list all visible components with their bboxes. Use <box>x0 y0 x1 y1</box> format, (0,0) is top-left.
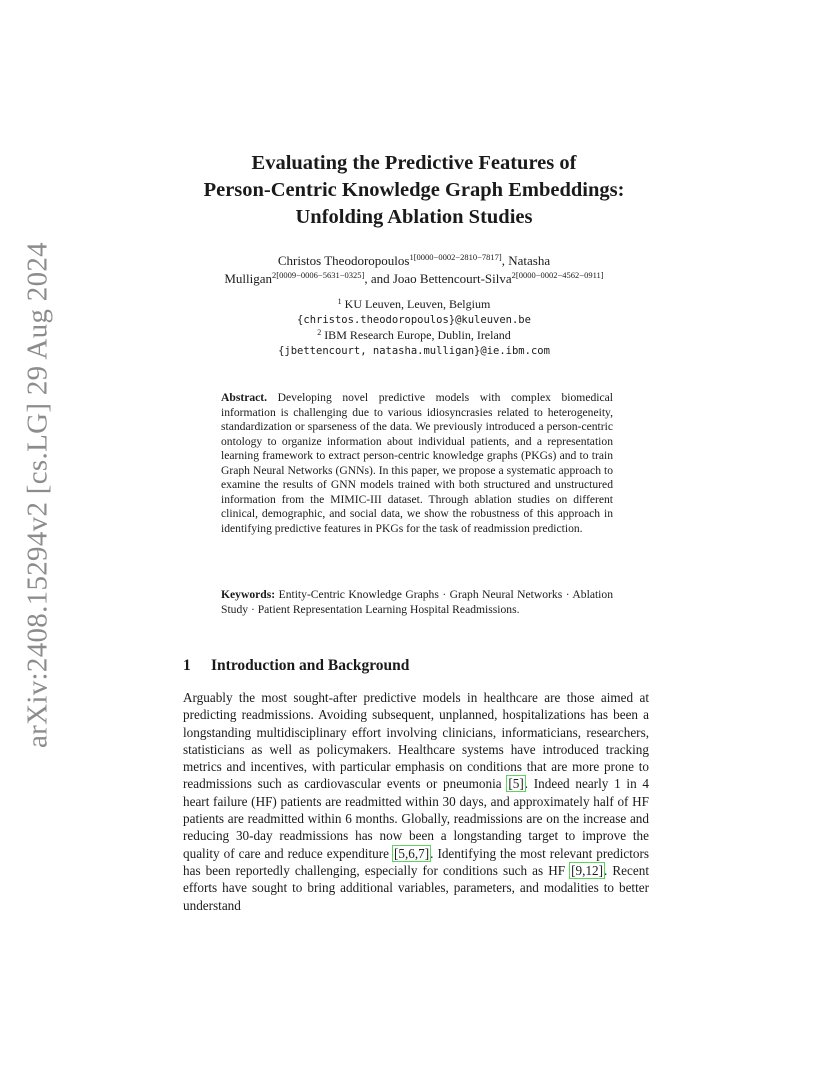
keywords <box>221 587 613 617</box>
author-2-name-part2: Mulligan <box>224 271 273 286</box>
section-number: 1 <box>183 657 191 674</box>
author-2-name-part1: , Natasha <box>501 253 551 268</box>
affiliation-2-text: IBM Research Europe, Dublin, Ireland <box>324 328 511 342</box>
affiliation-1-email: {christos.theodoropoulos}@kuleuven.be <box>297 313 531 326</box>
section-heading <box>183 657 409 675</box>
keywords-text: Entity-Centric Knowledge Graphs · Graph Neural Networks · Ablation Study · Patient Representation Learning Hospital Readmissions. <box>221 588 613 616</box>
title-line-3: Unfolding Ablation Studies <box>295 206 533 228</box>
citation-link[interactable]: [5,6,7] <box>393 845 430 861</box>
affiliation-2-email: {jbettencourt, natasha.mulligan}@ie.ibm.com <box>278 344 550 357</box>
author-2-orcid: 2[0009−0006−5631−0325] <box>272 270 365 280</box>
section-title: Introduction and Background <box>211 657 410 674</box>
arxiv-identifier-stamp: arXiv:2408.15294v2 [cs.LG] 29 Aug 2024 <box>21 242 54 748</box>
affiliations <box>150 297 678 359</box>
body-text-3: . Identifying the most relevant predictors has been reportedly challenging, especially for conditions such as HF <box>183 845 649 878</box>
body-text-4: . Recent efforts have sought to bring additional variables, parameters, and modalities to better understand <box>183 862 650 913</box>
abstract <box>221 391 613 536</box>
body-text-1: Arguably the most sought-after predictive models in healthcare are those aimed at predicting readmissions. Avoiding subsequent, unplanned, hospitalizations has been a longstanding multidisciplinary effort involving clinicians, informaticians, researchers, statisticians as well as policymakers. Healthcare systems have introduced tracking metrics and incentives, with particular emphasis on conditions that are more prone to readmissions such as cardiovascular events or pneumonia <box>183 690 649 792</box>
body-paragraph <box>183 689 649 914</box>
affiliation-1-mark: 1 <box>337 297 342 306</box>
affiliation-1-text: KU Leuven, Leuven, Belgium <box>344 297 491 311</box>
abstract-label: Abstract. <box>221 391 268 404</box>
author-3-name: , and Joao Bettencourt-Silva <box>364 271 512 286</box>
affiliation-2-mark: 2 <box>317 328 322 337</box>
body-text-2: . Indeed nearly 1 in 4 heart failure (HF) patients are readmitted within 30 days, and approximately half of HF patients are readmitted within 6 months. Globally, readmissions are on the increase and reducing 30-day readmissions has now been a longstanding target to improve the quality of care and reduce expenditure <box>183 776 649 861</box>
citation-link[interactable]: [5] <box>508 776 524 792</box>
title-line-2: Person-Centric Knowledge Graph Embeddings: <box>203 179 625 201</box>
author-1-orcid: 1[0000−0002−2810−7817] <box>409 252 502 262</box>
paper-title <box>150 150 678 231</box>
title-line-1: Evaluating the Predictive Features of <box>251 152 577 174</box>
citation-link[interactable]: [9,12] <box>571 862 604 878</box>
affiliation-1 <box>150 297 678 313</box>
author-1-name: Christos Theodoropoulos <box>277 253 410 268</box>
affiliation-2 <box>150 328 678 344</box>
keywords-label: Keywords: <box>221 588 276 601</box>
abstract-text: Developing novel predictive models with complex biomedical information is challenging due to various idiosyncrasies related to heterogeneity, standardization or sparseness of the data. We previously introduced a person-centric ontology to organize information about individual patients, and a representation learning framework to extract person-centric knowledge graphs (PKGs) and to train Graph Neural Networks (GNNs). In this paper, we propose a systematic approach to examine the results of GNN models trained with both structured and unstructured information from the MIMIC-III dataset. Through ablation studies on different clinical, demographic, and social data, we show the robustness of this approach in identifying predictive features in PKGs for the task of readmission prediction. <box>221 391 613 535</box>
author-list <box>150 252 678 288</box>
author-3-orcid: 2[0000−0002−4562−0911] <box>511 270 604 280</box>
